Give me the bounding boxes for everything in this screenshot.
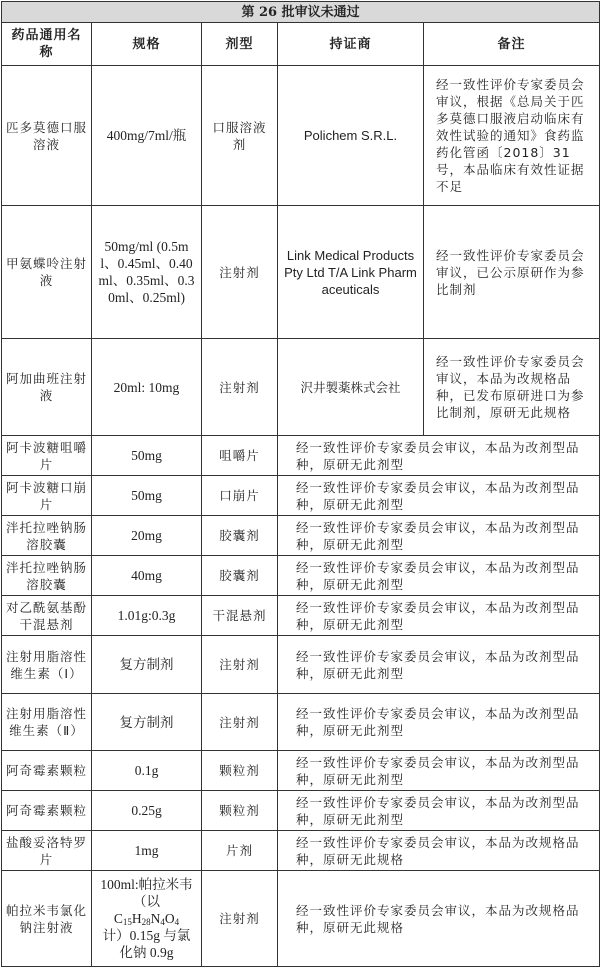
table-row (2, 791, 600, 831)
drug-spec (92, 871, 202, 967)
table-row (2, 206, 600, 339)
remark: 经一致性评价专家委员会审议，本品为改规格品种，原研无此规格 (278, 831, 600, 871)
drug-name: 甲氨蝶呤注射液 (2, 206, 92, 339)
remark: 经一致性评价专家委员会审议，本品为改规格品种，已发布原研进口为参比制剂，原研无此规格 (424, 339, 600, 436)
table-row (2, 831, 600, 871)
license-holder: Link Medical Products Pty Ltd T/A Link Pharmaceuticals (278, 206, 424, 339)
drug-spec: 复方制剂 (92, 636, 202, 694)
table-title: 第 26 批审议未通过 (2, 2, 600, 23)
remark: 经一致性评价专家委员会审议，已公示原研作为参比制剂 (424, 206, 600, 339)
dosage-form: 胶囊剂 (202, 516, 278, 556)
dosage-form: 口服溶液剂 (202, 66, 278, 206)
header-holder: 持证商 (278, 23, 424, 66)
dosage-form: 干混悬剂 (202, 596, 278, 636)
dosage-form: 颗粒剂 (202, 791, 278, 831)
drug-spec: 400mg/7ml/瓶 (92, 66, 202, 206)
header-row (2, 23, 600, 66)
table-row (2, 476, 600, 516)
remark: 经一致性评价专家委员会审议，本品为改剂型品种，原研无此剂型 (278, 516, 600, 556)
drug-spec: 1.01g:0.3g (92, 596, 202, 636)
drug-spec: 20ml: 10mg (92, 339, 202, 436)
dosage-form: 口崩片 (202, 476, 278, 516)
drug-name: 帕拉米韦氯化钠注射液 (2, 871, 92, 967)
remark: 经一致性评价专家委员会审议，本品为改剂型品种，原研无此剂型 (278, 476, 600, 516)
header-note: 备注 (424, 23, 600, 66)
drug-name: 泮托拉唑钠肠溶胶囊 (2, 556, 92, 596)
drug-name: 盐酸妥洛特罗片 (2, 831, 92, 871)
table-row (2, 436, 600, 476)
drug-spec: 0.1g (92, 751, 202, 791)
drug-spec: 20mg (92, 516, 202, 556)
header-form: 剂型 (202, 23, 278, 66)
table-row (2, 339, 600, 436)
drug-name: 泮托拉唑钠肠溶胶囊 (2, 516, 92, 556)
remark: 经一致性评价专家委员会审议，本品为改剂型品种，原研无此剂型 (278, 596, 600, 636)
table-row (2, 516, 600, 556)
table-row (2, 596, 600, 636)
drug-spec: 0.25g (92, 791, 202, 831)
dosage-form: 注射剂 (202, 694, 278, 751)
remark: 经一致性评价专家委员会审议，本品为改剂型品种，原研无此剂型 (278, 556, 600, 596)
dosage-form: 注射剂 (202, 206, 278, 339)
spec-tail: 计）0.15g 与氯化钠 0.9g (102, 928, 191, 960)
remark: 经一致性评价专家委员会审议，本品为改剂型品种，原研无此剂型 (278, 791, 600, 831)
remark: 经一致性评价专家委员会审议，本品为改剂型品种，原研无此剂型 (278, 636, 600, 694)
table-row (2, 694, 600, 751)
drug-review-table (1, 1, 600, 967)
spec-lead: 100ml:帕拉米韦（以 (100, 877, 193, 909)
table-row (2, 871, 600, 967)
drug-name: 阿加曲班注射液 (2, 339, 92, 436)
dosage-form: 注射剂 (202, 339, 278, 436)
dosage-form: 颗粒剂 (202, 751, 278, 791)
drug-name: 匹多莫德口服溶液 (2, 66, 92, 206)
drug-spec: 1mg (92, 831, 202, 871)
drug-spec: 50mg/ml (0.5ml、0.45ml、0.40ml、0.35ml、0.30ml、0.25ml) (92, 206, 202, 339)
remark: 经一致性评价专家委员会审议，根据《总局关于匹多莫德口服液启动临床有效性试验的通知》食药监药化管函〔2018〕31 号，本品临床有效性证据不足 (424, 66, 600, 206)
license-holder: Polichem S.R.L. (278, 66, 424, 206)
table-row (2, 66, 600, 206)
table-title-row (2, 2, 600, 23)
header-name: 药品通用名称 (2, 23, 92, 66)
dosage-form: 注射剂 (202, 636, 278, 694)
drug-spec: 50mg (92, 436, 202, 476)
dosage-form: 注射剂 (202, 871, 278, 967)
drug-name: 注射用脂溶性维生素（Ⅱ） (2, 694, 92, 751)
table-row (2, 636, 600, 694)
dosage-form: 胶囊剂 (202, 556, 278, 596)
spec-formula: $C_{15}H_{28}N_4O_4$ (113, 911, 180, 927)
drug-spec: 40mg (92, 556, 202, 596)
drug-spec: 50mg (92, 476, 202, 516)
remark: 经一致性评价专家委员会审议，本品为改剂型品种，原研无此剂型 (278, 436, 600, 476)
table-row (2, 556, 600, 596)
table-row (2, 751, 600, 791)
drug-name: 对乙酰氨基酚干混悬剂 (2, 596, 92, 636)
remark: 经一致性评价专家委员会审议，本品为改规格品种，原研无此规格 (278, 871, 600, 967)
header-spec: 规格 (92, 23, 202, 66)
remark: 经一致性评价专家委员会审议，本品为改剂型品种，原研无此剂型 (278, 751, 600, 791)
dosage-form: 咀嚼片 (202, 436, 278, 476)
drug-name: 阿奇霉素颗粒 (2, 751, 92, 791)
dosage-form: 片剂 (202, 831, 278, 871)
drug-spec: 复方制剂 (92, 694, 202, 751)
remark: 经一致性评价专家委员会审议，本品为改剂型品种，原研无此剂型 (278, 694, 600, 751)
drug-name: 阿奇霉素颗粒 (2, 791, 92, 831)
drug-name: 阿卡波糖咀嚼片 (2, 436, 92, 476)
drug-name: 注射用脂溶性维生素（Ⅰ） (2, 636, 92, 694)
license-holder: 沢井製薬株式会社 (278, 339, 424, 436)
drug-name: 阿卡波糖口崩片 (2, 476, 92, 516)
